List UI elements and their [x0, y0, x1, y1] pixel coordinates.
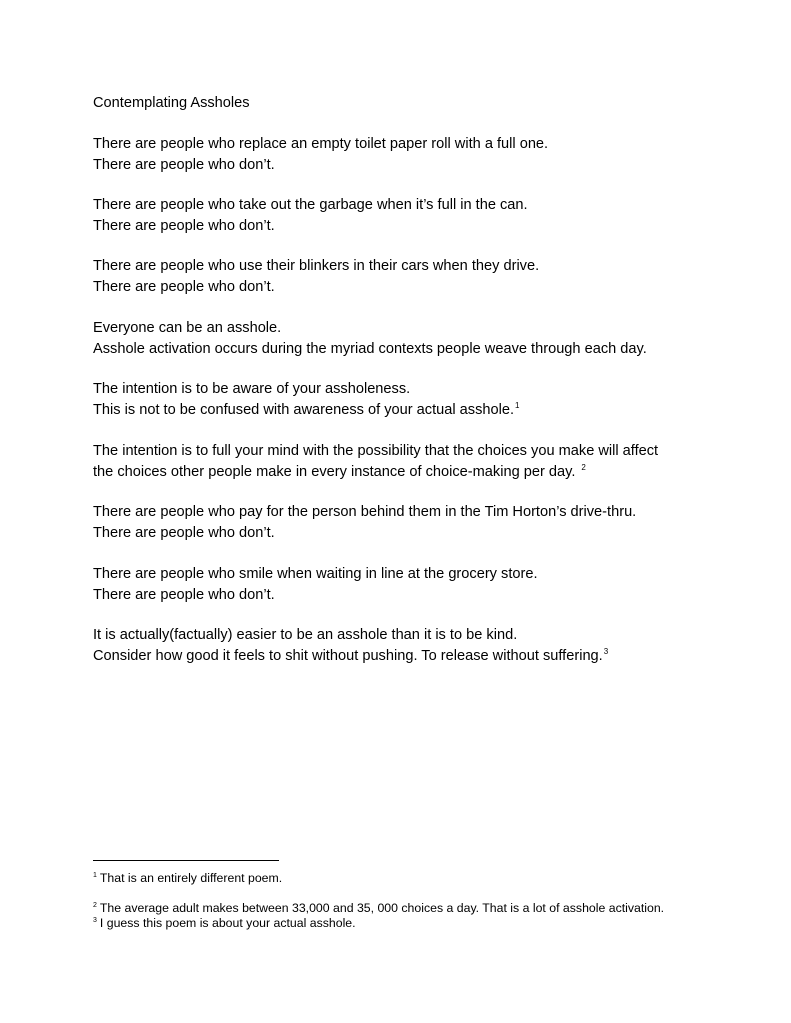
- stanza-toilet-paper: [93, 134, 548, 175]
- poem-line: There are people who don’t.: [93, 217, 275, 234]
- footnote-text: The average adult makes between 33,000 and 35, 000 choices a day. That is a lot of asshole activation.: [99, 901, 665, 915]
- stanza-everyone: [93, 318, 647, 359]
- footnote-divider: [93, 860, 279, 861]
- footnote-2: [93, 901, 664, 916]
- poem-line: There are people who don’t.: [93, 586, 275, 603]
- poem-line: There are people who replace an empty toilet paper roll with a full one.: [93, 136, 549, 152]
- poem-line-text: Consider how good it feels to shit without pushing. To release without suffering.: [93, 647, 603, 664]
- stanza-choices: [93, 441, 658, 482]
- footnote-reference: 1: [515, 400, 520, 410]
- poem-line: There are people who don’t.: [93, 524, 275, 541]
- poem-title: Contemplating Assholes: [93, 95, 250, 111]
- footnote-marker: 1: [93, 872, 97, 879]
- poem-line: There are people who use their blinkers in their cars when they drive.: [93, 258, 540, 274]
- footnote-marker: 2: [93, 902, 97, 909]
- poem-line: [93, 462, 658, 483]
- poem-line: There are people who smile when waiting in line at the grocery store.: [93, 566, 538, 582]
- footnote-reference: 2: [581, 462, 586, 472]
- stanza-drive-thru: [93, 502, 636, 543]
- footnote-text: I guess this poem is about your actual asshole.: [99, 916, 356, 930]
- footnote-1: [93, 871, 282, 886]
- footnote-reference: 3: [603, 646, 609, 656]
- poem-line: The intention is to full your mind with the possibility that the choices you make will affect: [93, 443, 659, 459]
- poem-line-text: the choices other people make in every instance of choice-making per day.: [93, 463, 576, 480]
- stanza-garbage: [93, 195, 528, 236]
- poem-line: The intention is to be aware of your assholeness.: [93, 381, 411, 397]
- poem-line: Asshole activation occurs during the myriad contexts people weave through each day.: [93, 340, 647, 357]
- footnote-text: That is an entirely different poem.: [99, 871, 283, 885]
- poem-line: There are people who take out the garbage when it’s full in the can.: [93, 197, 528, 213]
- poem-line: There are people who pay for the person behind them in the Tim Horton’s drive-thru.: [93, 504, 637, 520]
- poem-line: [93, 646, 608, 667]
- stanza-awareness: [93, 379, 519, 420]
- stanza-blinkers: [93, 256, 539, 297]
- stanza-kindness: [93, 625, 608, 666]
- poem-line: There are people who don’t.: [93, 156, 275, 173]
- footnote-3: [93, 916, 356, 931]
- footnote-marker: 3: [93, 917, 97, 924]
- stanza-grocery: [93, 564, 538, 605]
- poem-line: [93, 400, 519, 421]
- poem-line: Everyone can be an asshole.: [93, 320, 282, 336]
- poem-line-text: This is not to be confused with awareness of your actual asshole.: [93, 401, 515, 418]
- poem-line: There are people who don’t.: [93, 278, 275, 295]
- poem-line: It is actually(factually) easier to be an asshole than it is to be kind.: [93, 627, 518, 643]
